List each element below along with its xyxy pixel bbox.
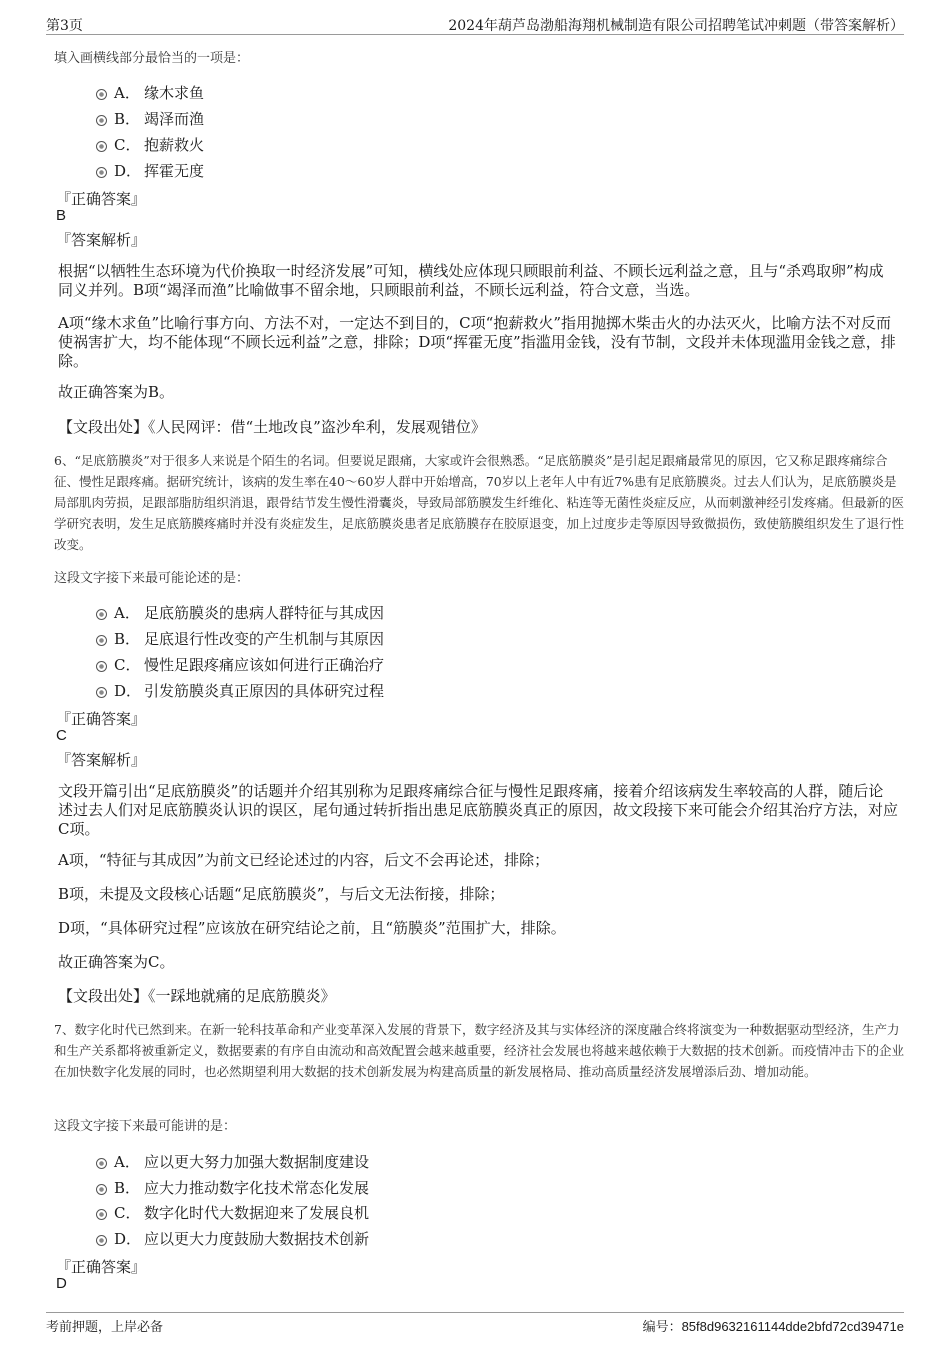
q6-prompt: 这段文字接下来最可能论述的是： bbox=[54, 571, 250, 586]
radio-icon[interactable] bbox=[96, 635, 107, 646]
q5-conclusion: 故正确答案为B。 bbox=[58, 383, 175, 401]
q6-source: 【文段出处】《一踩地就痛的足底筋膜炎》 bbox=[58, 987, 336, 1005]
q5-answer-label: 『正确答案』 bbox=[56, 190, 147, 208]
q6-analysis-paragraph: D项，“具体研究过程”应该放在研究结论之前，且“筋膜炎”范围扩大，排除。 bbox=[58, 919, 566, 937]
q6-analysis-paragraph: A项，“特征与其成因”为前文已经论述过的内容，后文不会再论述，排除； bbox=[58, 851, 550, 869]
q7-answer: D bbox=[56, 1275, 67, 1292]
q6-answer-label: 『正确答案』 bbox=[56, 710, 147, 728]
q6-passage: 6、“足底筋膜炎”对于很多人来说是个陌生的名词。但要说足跟痛，大家或许会很熟悉。“足底筋膜炎”是引起足跟痛最常见的原因，它又称足跟疼痛综合征、慢性足跟疼痛。据研究统计，该病的发生率在40～60岁人群中开始增高，70岁以上老年人中有近7%患有足底筋膜炎。过去人们认为，足底筋膜炎是局部肌肉劳损，足跟部脂肪组织消退，跟骨结节发生慢性滑囊炎，导致局部筋膜发生纤维化、粘连等无菌性炎症反应，从而刺激神经引发疼痛。但最新的医学研究表明，发生足底筋膜疼痛时并没有炎症发生，足底筋膜炎患者足底筋膜存在胶原退变，加上过度步走等原因导致微损伤，致使筋膜组织发生了退行性改变。 bbox=[54, 453, 905, 552]
q5-analysis-paragraph: A项“缘木求鱼”比喻行事方向、方法不对，一定达不到目的，C项“抱薪救火”指用抛掷木柴击火的办法灭火，比喻方法不对反而使祸害扩大，均不能体现“不顾长远利益”之意，排除；D项“挥霍无度”指滥用金钱，没有节制，文段并未体现滥用金钱之意，排除。 bbox=[58, 314, 896, 370]
q6-answer: C bbox=[56, 727, 67, 744]
q6-analysis-paragraph: B项，未提及文段核心话题“足底筋膜炎”，与后文无法衔接，排除； bbox=[58, 885, 505, 903]
q6-analysis-paragraph: 文段开篇引出“足底筋膜炎”的话题并介绍其别称为足跟疼痛综合征与慢性足跟疼痛，接着介绍该病发生率较高的人群，随后论述过去人们对足底筋膜炎认识的误区，尾句通过转折指出患足底筋膜炎真正的原因，故文段接下来可能会介绍其治疗方法，对应C项。 bbox=[58, 782, 899, 838]
q7-prompt: 这段文字接下来最可能讲的是： bbox=[54, 1119, 237, 1134]
radio-icon[interactable] bbox=[96, 89, 107, 100]
q6-analysis-label: 『答案解析』 bbox=[56, 751, 147, 769]
q6-conclusion: 故正确答案为C。 bbox=[58, 953, 175, 971]
q5-answer: B bbox=[56, 207, 67, 224]
document-title: 2024年葫芦岛渤船海翔机械制造有限公司招聘笔试冲刺题（带答案解析） bbox=[448, 18, 904, 34]
radio-icon[interactable] bbox=[96, 1158, 107, 1169]
radio-icon[interactable] bbox=[96, 141, 107, 152]
radio-icon[interactable] bbox=[96, 167, 107, 178]
radio-icon[interactable] bbox=[96, 1235, 107, 1246]
q5-source: 【文段出处】《人民网评：借“土地改良”盗沙牟利，发展观错位》 bbox=[58, 418, 486, 436]
q5-analysis-paragraph: 根据“以牺牲生态环境为代价换取一时经济发展”可知，横线处应体现只顾眼前利益、不顾长远利益之意，且与“杀鸡取卵”构成同义并列。B项“竭泽而渔”比喻做事不留余地，只顾眼前利益，不顾长远利益，符合文意，当选。 bbox=[58, 262, 884, 299]
radio-icon[interactable] bbox=[96, 1209, 107, 1220]
footer-slogan: 考前押题，上岸必备 bbox=[46, 1320, 164, 1335]
document-id: 编号：85f8d9632161144dde2bfd72cd39471e bbox=[642, 1319, 904, 1334]
q7-answer-label: 『正确答案』 bbox=[56, 1258, 147, 1276]
radio-icon[interactable] bbox=[96, 609, 107, 620]
radio-icon[interactable] bbox=[96, 1184, 107, 1195]
page-number: 第3页 bbox=[46, 18, 83, 34]
q5-analysis-label: 『答案解析』 bbox=[56, 231, 147, 249]
page-footer bbox=[46, 1312, 904, 1335]
radio-icon[interactable] bbox=[96, 115, 107, 126]
q5-prompt: 填入画横线部分最恰当的一项是： bbox=[54, 51, 250, 66]
page-header bbox=[46, 14, 904, 35]
radio-icon[interactable] bbox=[96, 661, 107, 672]
radio-icon[interactable] bbox=[96, 687, 107, 698]
q7-passage: 7、数字化时代已然到来。在新一轮科技革命和产业变革深入发展的背景下，数字经济及其与实体经济的深度融合终将演变为一种数据驱动型经济，生产力和生产关系都将被重新定义，数据要素的有序自由流动和高效配置会越来越重要，经济社会发展也将越来越依赖于大数据的技术创新。而疫情冲击下的企业在加快数字化发展的同时，也必然期望利用大数据的技术创新发展为构建高质量的新发展格局、推动高质量经济发展增添后劲、增加动能。 bbox=[54, 1022, 905, 1079]
